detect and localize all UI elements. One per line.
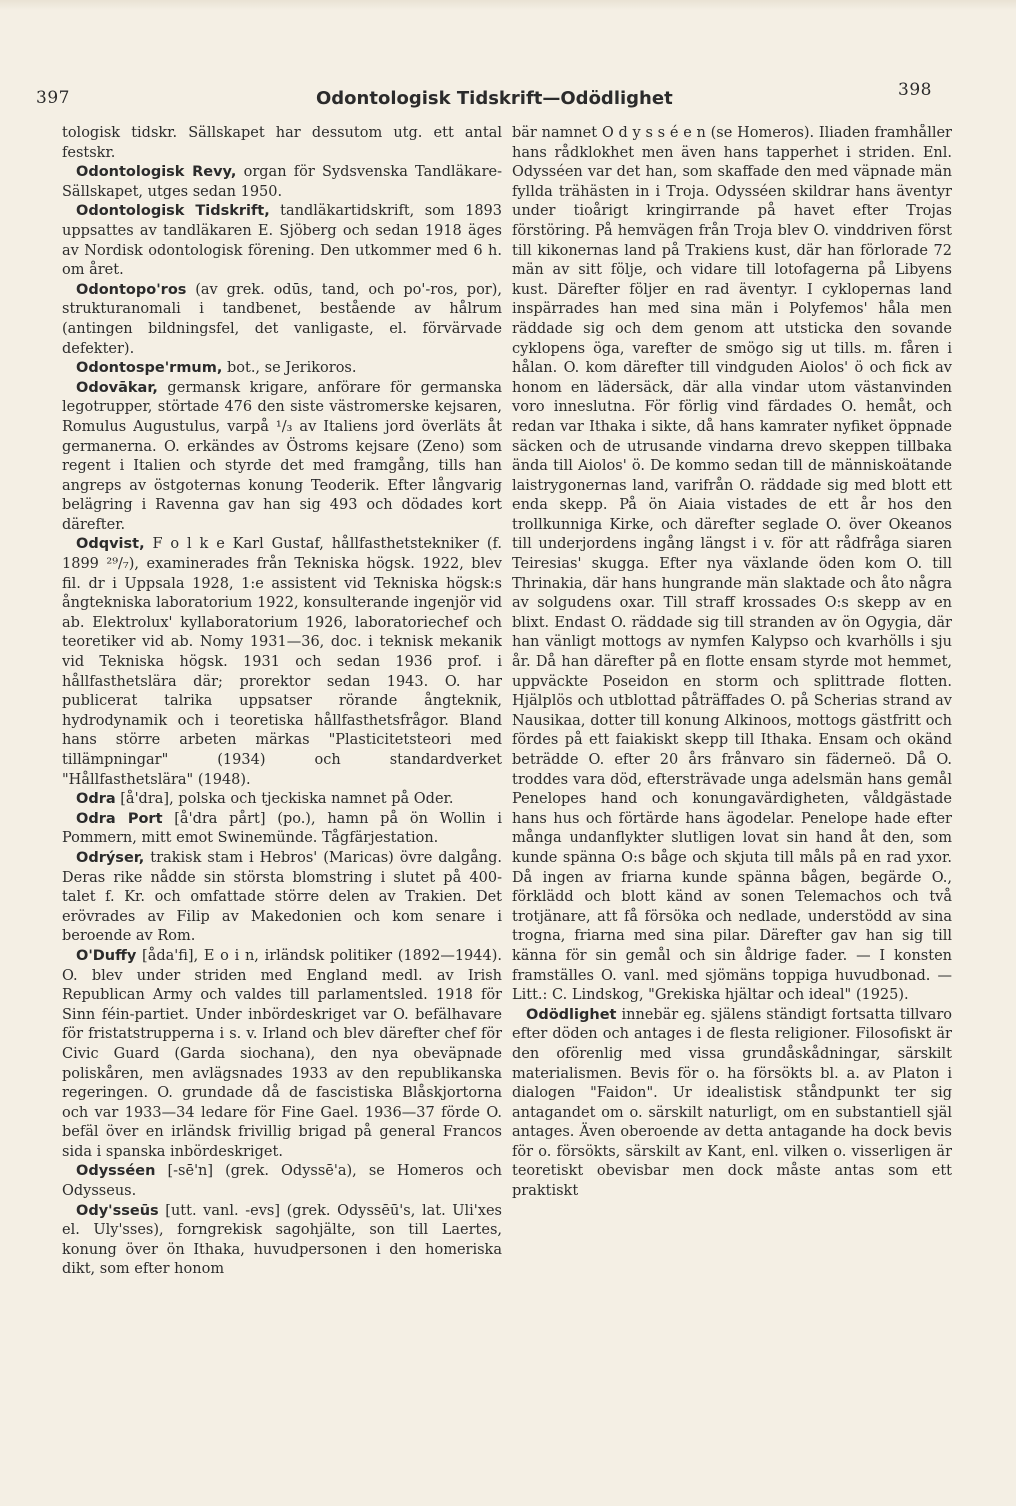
dictionary-entry	[62, 790, 502, 810]
left-column	[62, 124, 502, 1414]
dictionary-entry	[62, 359, 502, 379]
dictionary-entry	[62, 810, 502, 849]
entry-headword: Odovākar,	[76, 379, 158, 396]
entry-text: [-sē'n] (grek. Odyssē'a), se Homeros och Odysseus.	[62, 1163, 502, 1200]
dictionary-entry	[62, 379, 502, 536]
right-column	[512, 124, 952, 1414]
entry-text: [åda'fi], E o i n, irländsk politiker (1892—1944). O. blev under striden med England medl. av Irish Republican Army och valdes till parlamentsled. 1918 för Sinn féin-partiet. Under inbördeskriget var O. befälhavare för fristatstrupperna i s. v. Irland och blev därefter chef för Civic Guard (Garda siochana), den nya obeväpnade poliskåren, men avlägsnades 1933 av den republikanska regeringen. O. grundade då de fascistiska Blåskjortorna och var 1933—34 ledare för Fine Gael. 1936—37 förde O. befäl över en irländsk frivillig brigad på general Francos sida i spanska inbördeskriget.	[62, 947, 502, 1160]
entry-headword: Odontopo'ros	[76, 281, 187, 298]
entry-headword: Odra	[76, 791, 116, 808]
entry-headword: Odontologisk Revy,	[76, 164, 237, 181]
entry-text: tologisk tidskr. Sällskapet har dessutom utg. ett antal festskr.	[62, 125, 502, 161]
entry-headword: Odrýser,	[76, 849, 145, 866]
entry-text: [å'dra], polska och tjeckiska namnet på Oder.	[115, 791, 454, 808]
dictionary-entry	[512, 124, 952, 1006]
page-number-left: 397	[36, 88, 70, 108]
dictionary-entry	[62, 849, 502, 947]
dictionary-entry	[62, 947, 502, 1163]
entry-text: trakisk stam i Hebros' (Maricas) övre dalgång. Deras rike nådde sin största blomstring i slutet på 400-talet f. Kr. och omfattade större delen av Trakien. Det erövrades av Filip av Makedonien och kom senare i beroende av Rom.	[62, 849, 502, 945]
entry-headword: Odysséen	[76, 1163, 156, 1180]
dictionary-entry	[62, 1162, 502, 1201]
entry-headword: Odödlighet	[526, 1006, 617, 1023]
entry-text: [utt. vanl. -evs] (grek. Odyssēū's, lat. Uli'xes el. Uly'sses), forngrekisk sagohjälte, son till Laertes, konung över ön Ithaka, huvudpersonen i den homeriska dikt, som efter honom	[62, 1202, 502, 1278]
dictionary-entry	[62, 202, 502, 280]
entry-text: organ för Sydsvenska Tandläkare-Sällskapet, utges sedan 1950.	[62, 164, 502, 200]
page-header	[0, 80, 1016, 118]
page-number-right: 398	[898, 80, 932, 100]
entry-headword: Odra Port	[76, 810, 163, 827]
entry-text: tandläkartidskrift, som 1893 uppsattes av tandläkaren E. Sjöberg och sedan 1918 äges av Nordisk odontologisk förening. Den utkommer med 6 h. om året.	[62, 203, 502, 279]
entry-text: [å'dra pårt] (po.), hamn på ön Wollin i Pommern, mitt emot Swinemünde. Tågfärjestation.	[62, 810, 502, 847]
entry-headword: Odontologisk Tidskrift,	[76, 203, 270, 220]
entry-headword: Ody'sseūs	[76, 1202, 159, 1219]
dictionary-entry	[62, 124, 502, 163]
entry-text: bot., se Jerikoros.	[222, 360, 357, 377]
dictionary-entry	[62, 1202, 502, 1280]
dictionary-entry	[62, 163, 502, 202]
dictionary-entry	[62, 281, 502, 359]
entry-headword: O'Duffy	[76, 947, 137, 964]
dictionary-entry	[62, 535, 502, 790]
entry-text: (av grek. odūs, tand, och po'-ros, por), strukturanomali i tandbenet, bestående av hålrum (antingen bildningsfel, det vanligaste, el. förvärvade defekter).	[62, 281, 502, 357]
entry-text: bär namnet O d y s s é e n (se Homeros). Iliaden framhåller hans rådklokhet men även hans tapperhet i striden. Enl. Odysséen var det han, som skaffade den med väpnade män fyllda trähästen in i Troja. Odysséen skildrar hans äventyr under tioårigt kringirrande på havet efter Trojas förstöring. På hemvägen från Troja blev O. vinddriven först till kikonernas land på Trakiens kust, där han förlorade 72 män av sitt följe, och vidare till lotofagerna på Libyens kust. Därefter följer en rad äventyr. I cyklopernas land inspärrades han med sina män i Polyfemos' håla men räddade sig och dem genom att utsticka den sovande cyklopens öga, varefter de smögo sig ut tills. m. fåren i hålan. O. kom därefter till vindguden Aiolos' ö och fick av honom en lädersäck, där alla vindar utom västanvinden voro inneslutna. För förlig vind färdades O. hemåt, och redan var Ithaka i sikte, då hans kamrater nyfiket öppnade säcken och de utrusande vindarna drevo skeppen tillbaka ända till Aiolos' ö. De kommo sedan till de människoätande laistrygonernas land, varifrån O. räddade sig med blott ett enda skepp. På ön Aiaia vistades de ett år hos den trollkunniga Kirke, och därefter seglade O. över Okeanos till underjordens ingång längst i v. för att rådfråga siaren Teiresias' skugga. Efter nya växlande öden kom O. till Thrinakia, där hans hungrande män slaktade och åto några av solgudens oxar. Till straff krossades O:s skepp av en blixt. Endast O. räddade sig till stranden av ön Ogygia, där han vänligt mottogs av nymfen Kalypso och kvarhölls i sju år. Då han därefter på en flotte ensam styrde mot hemmet, uppväckte Poseidon en storm och splittrade flotten. Hjälplös och utblottad påträffades O. på Scherias strand av Nausikaa, dotter till konung Alkinoos, mottogs gästfritt och fördes på ett faiakiskt skepp till Ithaka. Ensam och okänd beträdde O. efter 20 års frånvaro sin fäderneö. Då O. troddes vara död, eftersträvade unga adelsmän hans gemål Penelopes hand och konungavärdigheten, våldgästade hans hus och förtärde hans ägodelar. Penelope hade efter många undanflykter slutligen lovat sin hand åt den, som kunde spänna O:s båge och skjuta till måls på en rad yxor. Då ingen av friarna kunde spänna bågen, begärde O., förklädd och blott känd av sonen Telemachos och två trotjänare, att få försöka och nedlade, understödd av sina trogna, friarna med sina pilar. Därefter gav han sig till känna för sin gemål och sin åldrige fader. — I konsten framställes O. vanl. med sjömäns toppiga huvudbonad. — Litt.: C. Lindskog, "Grekiska hjältar och ideal" (1925).	[512, 125, 952, 1004]
entry-text: germansk krigare, anförare för germanska legotrupper, störtade 476 den siste västromerske kejsaren, Romulus Augustulus, varpå ¹/₃ av Italiens jord överläts åt germanerna. O. erkändes av Östroms kejsare (Zeno) som regent i Italien och styrde det med framgång, tills han angreps av östgoternas konung Teoderik. Efter långvarig belägring i Ravenna gav han sig 493 och dödades kort därefter.	[62, 379, 502, 533]
entry-headword: Odqvist,	[76, 536, 145, 553]
dictionary-entry	[512, 1006, 952, 1202]
page-top-edge	[0, 0, 1016, 10]
entry-text: F o l k e Karl Gustaf, hållfasthetstekniker (f. 1899 ²⁹/₇), examinerades från Tekniska högsk. 1922, blev fil. dr i Uppsala 1928, 1:e assistent vid Tekniska högsk:s ångtekniska laboratorium 1922, konsulterande ingenjör vid ab. Elektrolux' kyllaboratorium 1926, laboratoriechef och teoretiker vid ab. Nomy 1931—36, doc. i teknisk mekanik vid Tekniska högsk. 1931 och sedan 1936 prof. i hållfasthetslära där; prorektor sedan 1943. O. har publicerat talrika uppsatser rörande ångteknik, hydrodynamik och i teoretiska hållfasthetsfrågor. Bland hans större arbeten märkas "Plasticitetsteori med tillämpningar" (1934) och standardverket "Hållfasthetslära" (1948).	[62, 536, 502, 788]
entry-text: innebär eg. själens ständigt fortsatta tillvaro efter döden och antages i de flesta religioner. Filosofiskt är den oförenlig med vissa grundåskådningar, särskilt materialismen. Bevis för o. ha försökts bl. a. av Platon i dialogen "Faidon". Ur idealistisk ståndpunkt ter sig antagandet om o. särskilt naturligt, om en substantiell själ antages. Även oberoende av detta antagande ha dock bevis för o. försökts, särskilt av Kant, enl. vilken o. visserligen är teoretiskt obevisbar men dock måste antas som ett praktiskt	[512, 1006, 952, 1200]
running-title: Odontologisk Tidskrift—Odödlighet	[316, 88, 673, 109]
entry-headword: Odontospe'rmum,	[76, 360, 223, 377]
